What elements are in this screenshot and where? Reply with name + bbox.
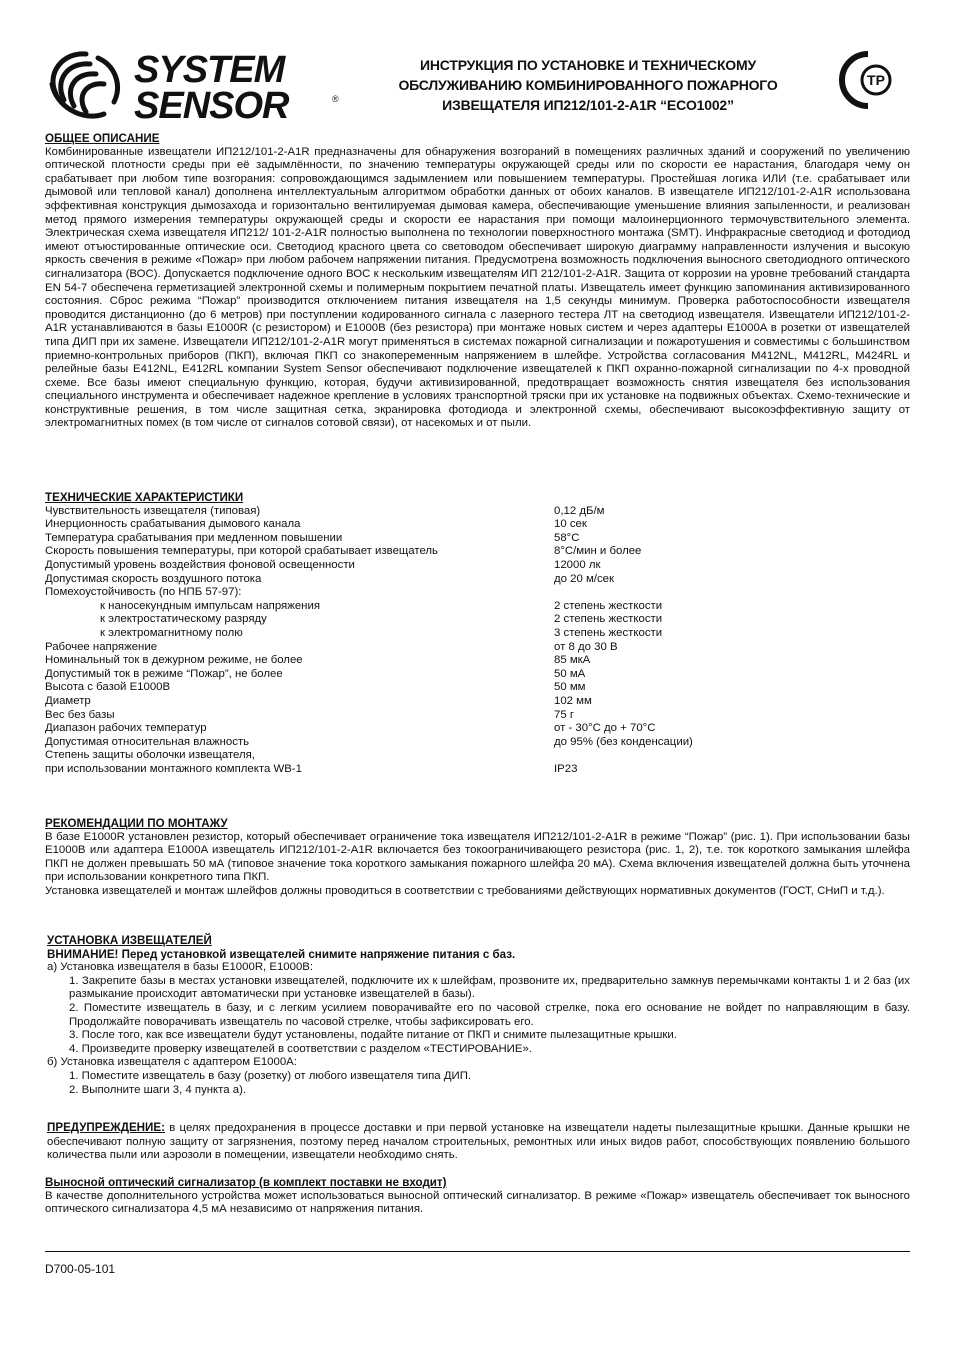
spec-value: 75 г <box>554 708 574 721</box>
spec-name: Диаметр <box>45 694 91 707</box>
mounting-paragraph-2: Установка извещателей и монтаж шлейфов должны проводиться в соответствии с требованиями действующих нормативных документов (ГОСТ, СНиП и т.д.). <box>45 884 885 897</box>
spec-row <box>45 518 910 532</box>
spec-value: до 95% (без конденсации) <box>554 735 693 748</box>
install-list-a: а) Установка извещателя в базы E1000R, E1000B: <box>47 961 314 974</box>
title-line-2: ОБСЛУЖИВАНИЮ КОМБИНИРОВАННОГО ПОЖАРНОГО <box>398 77 778 93</box>
spec-value: IP23 <box>554 762 578 775</box>
spec-name: Степень защиты оболочки извещателя, <box>45 749 255 762</box>
install-step: 1. Поместите извещатель в базу (розетку) от любого извещателя типа ДИП. <box>69 1069 472 1082</box>
footer-divider <box>45 1251 910 1252</box>
spec-name: Чувствительность извещателя (типовая) <box>45 504 261 517</box>
logo-line2: SENSOR <box>134 85 289 124</box>
section-heading-mounting: РЕКОМЕНДАЦИИ ПО МОНТАЖУ <box>45 817 228 830</box>
registered-mark: ® <box>332 94 339 104</box>
spec-name: при использовании монтажного комплекта WB-1 <box>45 762 302 775</box>
install-attention: ВНИМАНИЕ! Перед установкой извещателей снимите напряжение питания с баз. <box>47 947 516 961</box>
spec-name: Диапазон рабочих температур <box>45 722 207 735</box>
spec-value: 2 степень жесткости <box>554 613 663 626</box>
system-sensor-logo <box>42 44 342 124</box>
spec-name: Допустимая скорость воздушного потока <box>45 572 262 585</box>
title-line-1: ИНСТРУКЦИЯ ПО УСТАНОВКЕ И ТЕХНИЧЕСКОМУ <box>420 57 756 73</box>
spec-name: Рабочее напряжение <box>45 640 158 653</box>
spec-value: 3 степень жесткости <box>554 626 663 639</box>
document-title <box>360 55 816 115</box>
spec-name: Вес без базы <box>45 708 115 721</box>
spec-name: Температура срабатывания при медленном повышении <box>45 531 343 544</box>
spec-row <box>45 641 910 655</box>
spec-name: Номинальный ток в дежурном режиме, не более <box>45 654 303 667</box>
spec-value: от - 30°С до + 70°С <box>554 722 656 735</box>
spec-value: 8°С/мин и более <box>554 545 642 558</box>
section-general <box>45 132 910 431</box>
spec-row <box>45 532 910 546</box>
spec-name: Инерционность срабатывания дымового канала <box>45 518 301 531</box>
spec-name: Допустимый уровень воздействия фоновой освещенности <box>45 558 355 571</box>
spec-value: 85 мкА <box>554 654 591 667</box>
install-step: 4. Произведите проверку извещателей в соответствии с разделом «ТЕСТИРОВАНИЕ». <box>69 1042 532 1055</box>
certification-ctr-icon <box>828 46 900 112</box>
title-line-3: ИЗВЕЩАТЕЛЯ ИП212/101-2-A1R “ECO1002” <box>442 97 734 113</box>
remote-signal-text: В качестве дополнительного устройства может использоваться выносной оптический сигнализатор. В режиме «Пожар» извещатель обеспечивает ток выносного оптического сигнализатора 4,5 мА независимо от напряжения питания. <box>45 1189 910 1216</box>
section-specs <box>45 491 910 776</box>
spec-name: Помехоустойчивость (по НПБ 57-97): <box>45 586 242 599</box>
mounting-paragraph-1: В базе E1000R установлен резистор, который обеспечивает ограничение тока извещателя ИП212/101-2-A1R в режиме “Пожар” (рис. 1). При использовании базы E1000B или адаптера E1000A извещатель ИП212/101-2-A1R включается без токоограничивающего резистора (рис. 1, 2), т.е. ток короткого замыкания шлейфа ПКП не должен превышать 50 мА (типовое значение тока короткого замыкания пожарного шлейфа 20 мА). Схема включения извещателей должна быть уточнена при использовании конкретного типа ПКП. <box>45 830 910 884</box>
section-heading-remote-signal: Выносной оптический сигнализатор (в комплект поставки не входит) <box>45 1176 447 1189</box>
cert-text: ТР <box>867 72 885 88</box>
spec-value: 58°С <box>554 531 580 544</box>
document-code: D700-05-101 <box>45 1262 116 1276</box>
logo-line1: SYSTEM <box>134 49 285 91</box>
spec-row <box>45 668 910 682</box>
install-list-b: б) Установка извещателя с адаптером E1000A: <box>47 1056 297 1069</box>
spec-row <box>45 627 910 641</box>
spec-row <box>45 722 910 736</box>
section-heading-specs: ТЕХНИЧЕСКИЕ ХАРАКТЕРИСТИКИ <box>45 491 244 504</box>
spec-row <box>45 613 910 627</box>
warning-text: в целях предохранения в процессе доставки и при первой установке на извещатели надеты пылезащитные крышки. Данные крышки не обеспечивают полную защиту от загрязнения, поэтому перед началом строительных, ремонтных или иных видов работ, способствующих появлению большого количества пыли или аэрозоли в помещении, извещатели необходимо снять. <box>47 1122 910 1162</box>
spec-name: Высота с базой E1000B <box>45 681 171 694</box>
spec-name: к электростатическому разряду <box>100 613 267 626</box>
warning-label: ПРЕДУПРЕЖДЕНИЕ: <box>47 1121 165 1134</box>
section-heading-general: ОБЩЕЕ ОПИСАНИЕ <box>45 132 160 145</box>
spec-row <box>45 573 910 587</box>
spec-row <box>45 681 910 695</box>
install-step: 3. После того, как все извещатели будут установлены, подайте питание от ПКП и снимите пылезащитные крышки. <box>69 1029 677 1042</box>
smoke-swirl-icon <box>52 54 117 116</box>
spec-value: 2 степень жесткости <box>554 599 663 612</box>
spec-row <box>45 505 910 519</box>
spec-value: 0,12 дБ/м <box>554 504 605 517</box>
install-step: 1. Закрепите базы в местах установки извещателей, подключите их к шлейфам, прозвоните их, предварительно замкнув перемычками контакты 1 и 2 баз (их размыкание происходит автоматически при установке извещателей в базы). <box>69 974 910 1001</box>
section-remote-signal <box>45 1176 910 1217</box>
spec-row <box>45 600 910 614</box>
spec-value: 10 сек <box>554 518 587 531</box>
spec-row <box>45 763 910 777</box>
spec-row <box>45 709 910 723</box>
spec-name: к электромагнитному полю <box>100 626 243 639</box>
spec-value: от 8 до 30 В <box>554 640 618 653</box>
spec-row <box>45 559 910 573</box>
spec-value: 50 мА <box>554 667 586 680</box>
section-mounting <box>45 817 910 899</box>
spec-value: до 20 м/сек <box>554 572 614 585</box>
spec-value: 50 мм <box>554 681 586 694</box>
general-description: Комбинированные извещатели ИП212/101-2-A1R предназначены для обнаружения возгораний в помещениях различных зданий и сооружений по увеличению оптической плотности среды при её задымлённости, по значению температуры окружающей среды или по скорости ее нарастания, благодаря чему он срабатывает при любом типе возгорания: сопровождающимся задымлением или повышением температуры. Простейшая логика ИЛИ (т.е. срабатывает или дымовой или тепловой канал) дополнена интеллектуальным алгоритмом обработки данных от обоих каналов. В извещателе ИП212/101-2-A1R использована эффективная конструкция дымозахода и горизонтально вентилируемая дымовая камера, обеспечивающие уменьшение влияния запыленности, и реализован метод прямого измерения температуры окружающей среды и скорости ее нарастания при помощи малоинерционного термочувствительного элемента. Электрическая схема извещателя ИП212/ 101-2-A1R полностью выполнена по технологии поверхностного монтажа (SMT). Инфракрасные светодиод и фотодиод имеют отъюстированные оптические оси. Светодиод красного цвета со световодом обеспечивает широкую диаграмму направленности излучения и высокую яркость свечения в режиме «Пожар» при любом рабочем напряжении питания. Предусмотрена возможность подключения выносного светодиодного оптического сигнализатора (ВОС). Допускается подключение одного ВОС к нескольким извещателям ИП 212/101-2-A1R. Защита от коррозии на уровне требований стандарта EN 54-7 обеспечена герметизацией электронной схемы и полимерным покрытием печатной платы. Извещатель имеет функцию запоминания активизированного состояния. Сброс режима “Пожар” производится отключением питания извещателя на 1,5 секунды минимум. Проверка работоспособности извещателя проводится дистанционно (до 6 метров) при поступлении кодированного сигнала с лазерного тестера ЛТ на светодиод извещателя. Извещатели ИП212/101-2-A1R устанавливаются в базы E1000R (с резистором) и E1000B (без резистора) при монтаже новых систем и через адаптеры E1000A в розетки от извещателей типа ДИП при их замене. Извещатели ИП212/101-2-A1R могут применяться в системах пожарной сигнализации и пожаротушения и совместимы с большинством приемно-контрольных приборов (ПКП), включая ПКП со знакопеременным напряжением в шлейфе. Устройства согласования M412NL, M412RL, M424RL и релейные базы E412NL, E412RL компании System Sensor обеспечивают подключение извещателей к ПКП охранно-пожарной сигнализации по 4-х проводной схеме. Все базы имеют специальную функцию, которая, будучи активизированной, предотвращает возможность снятия извещателя без использования специального инструмента и обеспечивает надежное крепление в условиях транспортной тряски при их установке на подвижных объектах. Схемо-технические и конструктивные решения, в том числе защитная сетка, экранировка фотодиода и электронной схемы, обеспечивают высокоэффективную защиту от электромагнитных помех (в том числе от сигналов сотовой связи), от насекомых и от пыли. <box>45 145 910 430</box>
spec-name: к наносекундным импульсам напряжения <box>100 599 321 612</box>
install-step: 2. Поместите извещатель в базу, и с легким усилием поворачивайте его по часовой стрелке, пока его основание не войдет по направляющим в базу. Продолжайте поворачивать извещатель по часовой стрелке, чтобы зафиксировать его. <box>69 1001 910 1028</box>
spec-value: 12000 лк <box>554 558 601 571</box>
spec-row <box>45 545 910 559</box>
section-install <box>47 934 910 1097</box>
spec-row <box>45 695 910 709</box>
install-step: 2. Выполните шаги 3, 4 пункта а). <box>69 1083 247 1096</box>
spec-name: Допустимый ток в режиме “Пожар”, не более <box>45 667 283 680</box>
spec-row <box>45 749 910 763</box>
spec-name: Скорость повышения температуры, при которой срабатывает извещатель <box>45 545 438 558</box>
spec-name: Допустимая относительная влажность <box>45 735 250 748</box>
spec-row <box>45 586 910 600</box>
spec-row <box>45 736 910 750</box>
section-heading-install: УСТАНОВКА ИЗВЕЩАТЕЛЕЙ <box>47 934 212 947</box>
spec-value: 102 мм <box>554 694 592 707</box>
spec-row <box>45 654 910 668</box>
section-warning <box>47 1121 910 1163</box>
